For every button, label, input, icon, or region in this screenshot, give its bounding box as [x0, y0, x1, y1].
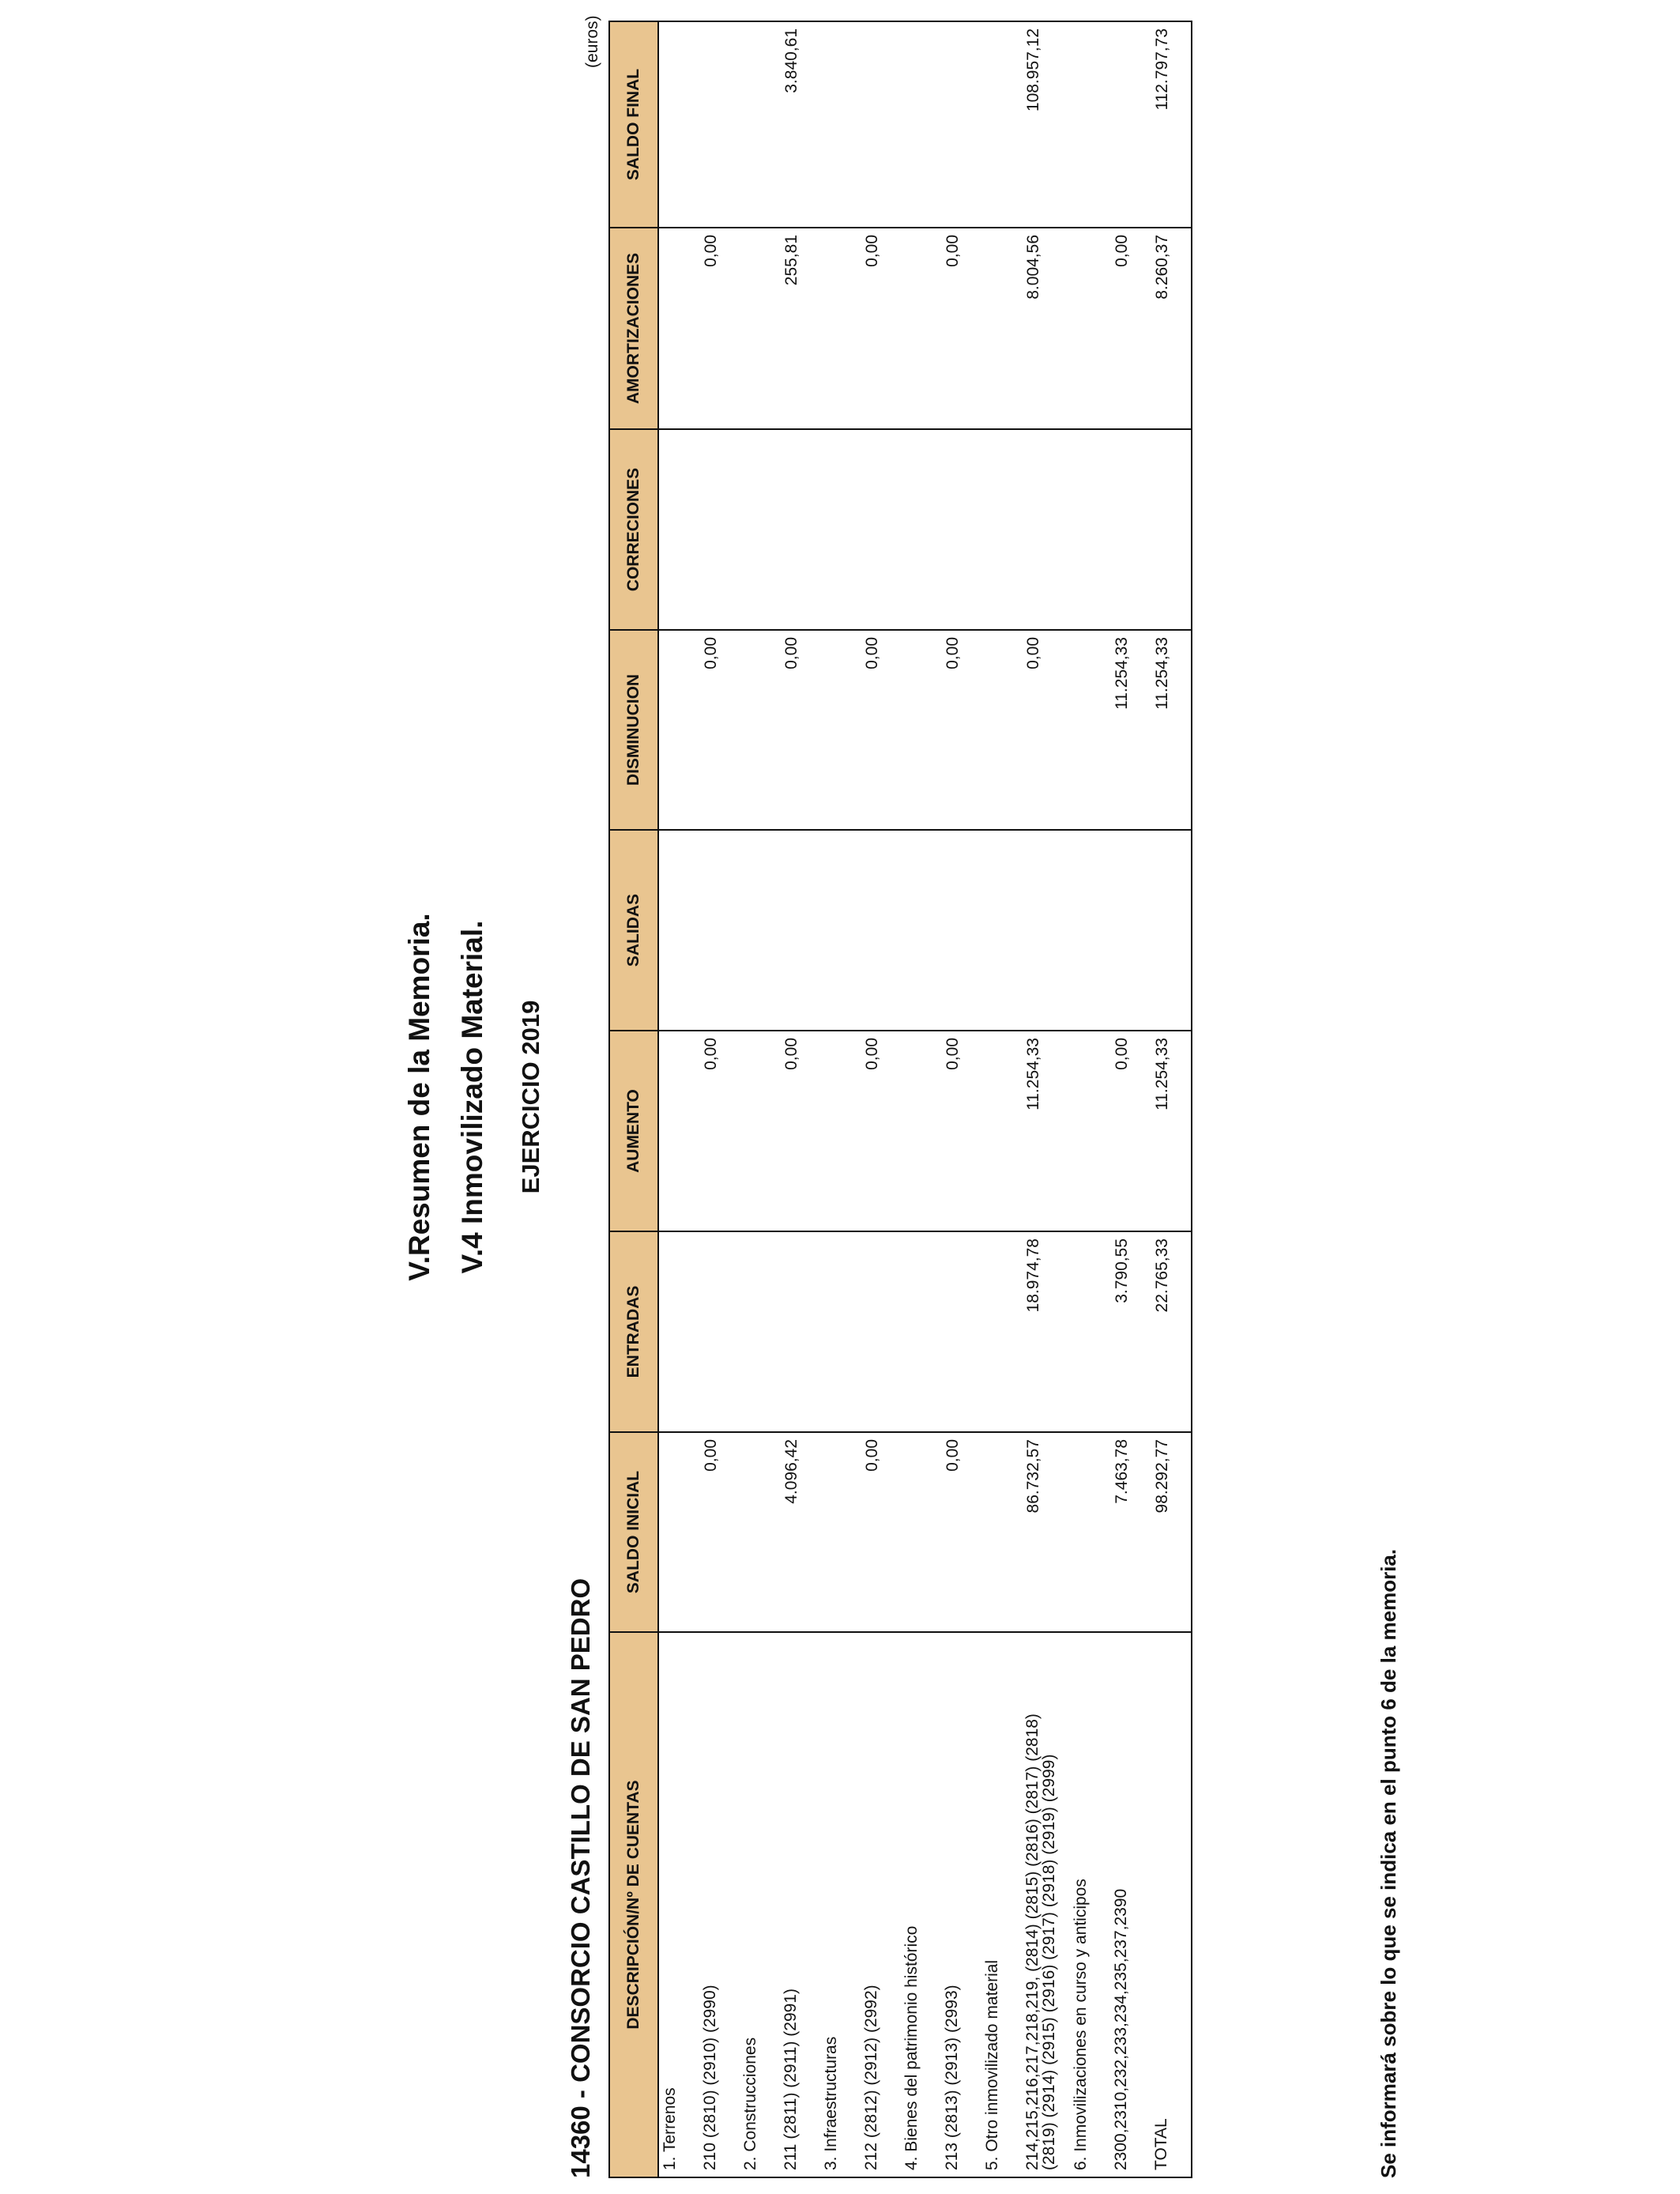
- cell-value: [820, 1432, 861, 1632]
- cell-value: [981, 228, 1022, 429]
- cell-value: [658, 429, 699, 630]
- cell-value: [699, 21, 740, 228]
- cell-value: [901, 21, 941, 228]
- cell-value: 0,00: [861, 228, 901, 429]
- table-row: [820, 21, 861, 2177]
- cell-value: [820, 228, 861, 429]
- cell-value: [1070, 228, 1110, 429]
- row-description: 211 (2811) (2911) (2991): [780, 1632, 820, 2177]
- cell-value: [658, 1432, 699, 1632]
- cell-value: [901, 630, 941, 830]
- cell-value: [941, 830, 981, 1031]
- cell-value: [1070, 21, 1110, 228]
- cell-value: 0,00: [699, 1432, 740, 1632]
- row-description: TOTAL: [1151, 1632, 1192, 2177]
- cell-value: 18.974,78: [1022, 1231, 1070, 1432]
- cell-value: 0,00: [1110, 1031, 1151, 1231]
- row-description: 3. Infraestructuras: [820, 1632, 861, 2177]
- cell-value: [780, 1231, 820, 1432]
- cell-value: 11.254,33: [1022, 1031, 1070, 1231]
- cell-value: [941, 1231, 981, 1432]
- cell-value: 11.254,33: [1151, 630, 1192, 830]
- table-header-row: [609, 21, 658, 2177]
- row-description: 2. Construcciones: [740, 1632, 780, 2177]
- cell-value: [861, 1231, 901, 1432]
- cell-value: [941, 429, 981, 630]
- cell-value: 86.732,57: [1022, 1432, 1070, 1632]
- report-subtitle: V.4 Inmovilizado Material.: [456, 920, 488, 1274]
- cell-value: [658, 1231, 699, 1432]
- cell-value: 0,00: [941, 1432, 981, 1632]
- header-salidas: SALIDAS: [609, 830, 658, 1031]
- cell-value: 8.260,37: [1151, 228, 1192, 429]
- cell-value: [740, 429, 780, 630]
- cell-value: [820, 630, 861, 830]
- table-row: [981, 21, 1022, 2177]
- table-row: [740, 21, 780, 2177]
- cell-value: 8.004,56: [1022, 228, 1070, 429]
- cell-value: [820, 830, 861, 1031]
- cell-value: [981, 1031, 1022, 1231]
- footnote: Se informará sobre lo que se indica en el punto 6 de la memoria.: [1377, 1548, 1400, 2178]
- cell-value: [658, 630, 699, 830]
- header-amortizaciones: AMORTIZACIONES: [609, 228, 658, 429]
- cell-value: 11.254,33: [1151, 1031, 1192, 1231]
- fiscal-year: EJERCICIO 2019: [517, 1000, 544, 1194]
- cell-value: [699, 1231, 740, 1432]
- cell-value: [981, 429, 1022, 630]
- cell-value: [1022, 830, 1070, 1031]
- table-body: [658, 21, 1192, 2177]
- cell-value: [861, 830, 901, 1031]
- header-correciones: CORRECIONES: [609, 429, 658, 630]
- cell-value: 0,00: [780, 630, 820, 830]
- cell-value: [820, 1031, 861, 1231]
- cell-value: 3.840,61: [780, 21, 820, 228]
- row-description: 210 (2810) (2910) (2990): [699, 1632, 740, 2177]
- cell-value: [780, 429, 820, 630]
- cell-value: 108.957,12: [1022, 21, 1070, 228]
- cell-value: 22.765,33: [1151, 1231, 1192, 1432]
- cell-value: [820, 21, 861, 228]
- cell-value: [740, 1031, 780, 1231]
- header-description: DESCRIPCIÓN/Nº DE CUENTAS: [609, 1632, 658, 2177]
- cell-value: [740, 1432, 780, 1632]
- cell-value: [658, 228, 699, 429]
- cell-value: [1151, 429, 1192, 630]
- table-row: [861, 21, 901, 2177]
- table-row: [658, 21, 699, 2177]
- cell-value: [820, 429, 861, 630]
- cell-value: [1070, 429, 1110, 630]
- cell-value: 0,00: [861, 630, 901, 830]
- currency-units: (euros): [583, 15, 601, 68]
- cell-value: [658, 1031, 699, 1231]
- cell-value: 4.096,42: [780, 1432, 820, 1632]
- cell-value: [1070, 630, 1110, 830]
- cell-value: 112.797,73: [1151, 21, 1192, 228]
- cell-value: [740, 228, 780, 429]
- cell-value: [901, 1031, 941, 1231]
- row-description: 212 (2812) (2912) (2992): [861, 1632, 901, 2177]
- cell-value: 0,00: [1110, 228, 1151, 429]
- cell-value: [699, 830, 740, 1031]
- cell-value: [740, 1231, 780, 1432]
- cell-value: [861, 429, 901, 630]
- cell-value: [981, 1432, 1022, 1632]
- cell-value: 0,00: [941, 630, 981, 830]
- cell-value: 3.790,55: [1110, 1231, 1151, 1432]
- cell-value: [981, 630, 1022, 830]
- cell-value: [1022, 429, 1070, 630]
- cell-value: [981, 830, 1022, 1031]
- row-description: 1. Terrenos: [658, 1632, 699, 2177]
- report-title: V.Resumen de la Memoria.: [403, 913, 435, 1281]
- cell-value: 0,00: [941, 228, 981, 429]
- cell-value: 0,00: [780, 1031, 820, 1231]
- cell-value: [901, 429, 941, 630]
- cell-value: [1110, 429, 1151, 630]
- cell-value: [1110, 830, 1151, 1031]
- cell-value: [740, 630, 780, 830]
- header-saldo-inicial: SALDO INICIAL: [609, 1432, 658, 1632]
- row-description: 5. Otro inmovilizado material: [981, 1632, 1022, 2177]
- row-description: 4. Bienes del patrimonio histórico: [901, 1632, 941, 2177]
- row-description: 214,215,216,217,218,219, (2814) (2815) (2816) (2817) (2818) (2819) (2914) (2915) (2916) (2917) (2918) (2919) (2999): [1022, 1632, 1070, 2177]
- cell-value: [699, 429, 740, 630]
- cell-value: 0,00: [1022, 630, 1070, 830]
- table-row: [1151, 21, 1192, 2177]
- cell-value: 0,00: [699, 228, 740, 429]
- cell-value: 11.254,33: [1110, 630, 1151, 830]
- cell-value: [901, 1231, 941, 1432]
- cell-value: [981, 21, 1022, 228]
- cell-value: [901, 830, 941, 1031]
- cell-value: 0,00: [861, 1031, 901, 1231]
- cell-value: 255,81: [780, 228, 820, 429]
- cell-value: 0,00: [861, 1432, 901, 1632]
- cell-value: [1070, 830, 1110, 1031]
- cell-value: [658, 830, 699, 1031]
- table-row: [699, 21, 740, 2177]
- cell-value: [1070, 1432, 1110, 1632]
- header-saldo-final: SALDO FINAL: [609, 21, 658, 228]
- cell-value: [981, 1231, 1022, 1432]
- entity-name: 14360 - CONSORCIO CASTILLO DE SAN PEDRO: [566, 1578, 595, 2178]
- header-disminucion: DISMINUCION: [609, 630, 658, 830]
- cell-value: [1070, 1231, 1110, 1432]
- cell-value: 0,00: [699, 630, 740, 830]
- table-row: [901, 21, 941, 2177]
- cell-value: 0,00: [699, 1031, 740, 1231]
- cell-value: [740, 830, 780, 1031]
- row-description: 2300,2310,232,233,234,235,237,2390: [1110, 1632, 1151, 2177]
- header-entradas: ENTRADAS: [609, 1231, 658, 1432]
- cell-value: [820, 1231, 861, 1432]
- cell-value: 0,00: [941, 1031, 981, 1231]
- cell-value: [901, 228, 941, 429]
- cell-value: [901, 1432, 941, 1632]
- cell-value: [658, 21, 699, 228]
- cell-value: [780, 830, 820, 1031]
- row-description: 213 (2813) (2913) (2993): [941, 1632, 981, 2177]
- table-row: [1110, 21, 1151, 2177]
- fixed-assets-table: [608, 21, 1192, 2178]
- table-row: [941, 21, 981, 2177]
- cell-value: [1070, 1031, 1110, 1231]
- cell-value: [861, 21, 901, 228]
- table-row: [780, 21, 820, 2177]
- cell-value: [1110, 21, 1151, 228]
- row-description: 6. Inmovilizaciones en curso y anticipos: [1070, 1632, 1110, 2177]
- cell-value: [740, 21, 780, 228]
- cell-value: 7.463,78: [1110, 1432, 1151, 1632]
- header-aumento: AUMENTO: [609, 1031, 658, 1231]
- table-row: [1070, 21, 1110, 2177]
- table-row: [1022, 21, 1070, 2177]
- cell-value: [1151, 830, 1192, 1031]
- cell-value: 98.292,77: [1151, 1432, 1192, 1632]
- cell-value: [941, 21, 981, 228]
